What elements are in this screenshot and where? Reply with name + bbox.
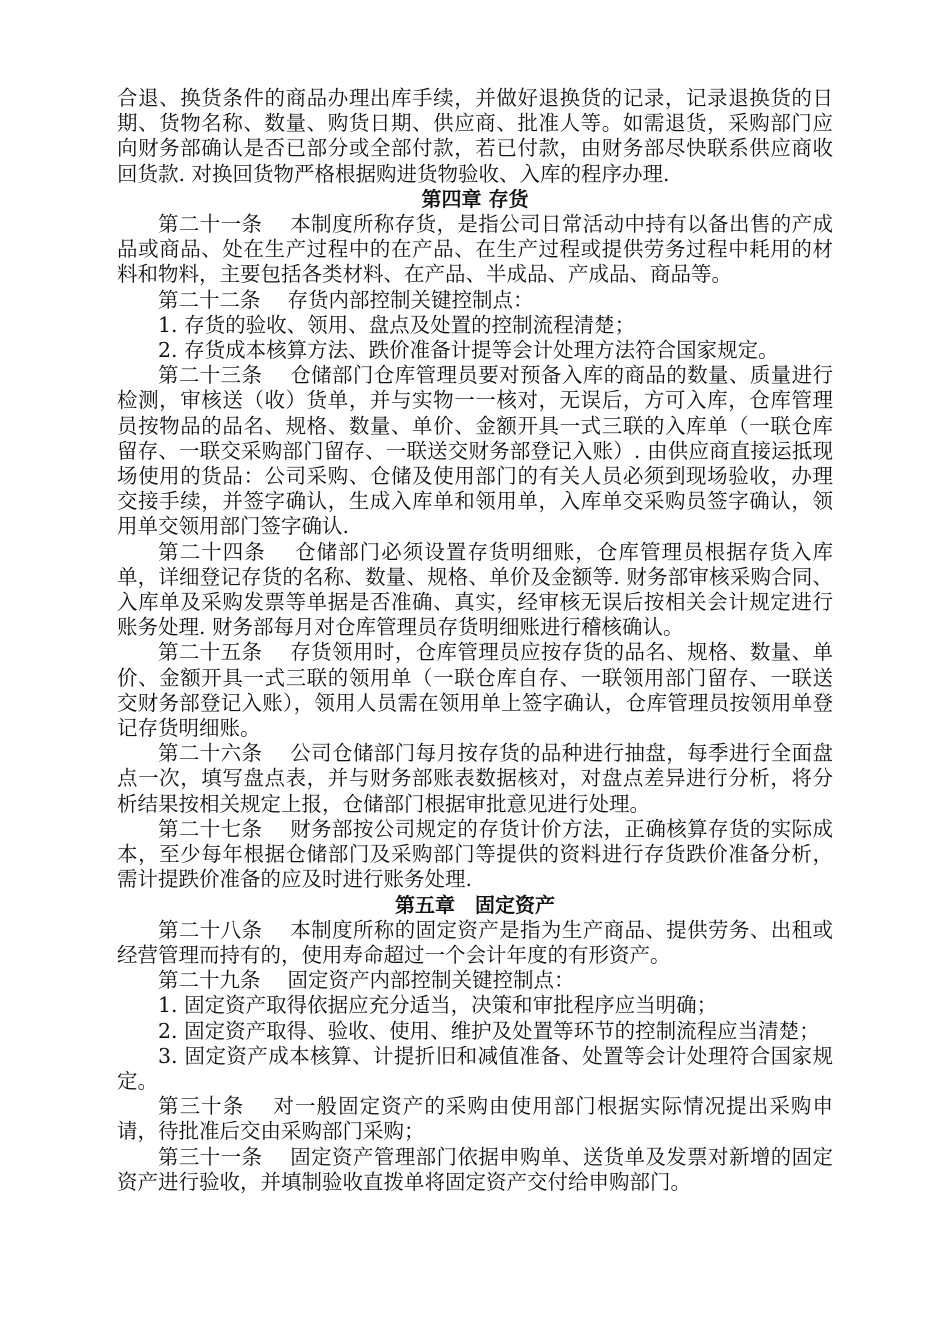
article-22-item-2: 2. 存货成本核算方法、跌价准备计提等会计处理方法符合国家规定。 [158,338,779,363]
article-31: 第三十一条 固定资产管理部门依据申购单、送货单及发票对新增的固定资产进行验收，并填制验收直拨单将固定资产交付给申购部门。 [117,1144,833,1194]
article-22-item-1: 1. 存货的验收、领用、盘点及处置的控制流程清楚； [158,312,636,337]
article-27: 第二十七条 财务部按公司规定的存货计价方法，正确核算存货的实际成本，至少每年根据仓储部门及采购部门等提供的资料进行存货跌价准备分析，需计提跌价准备的应及时进行账务处理. [117,816,833,892]
article-26: 第二十六条 公司仓储部门每月按存货的品种进行抽盘，每季进行全面盘点一次，填写盘点表，并与财务部账表数据核对，对盘点差异进行分析，将分析结果按相关规定上报，仓储部门根据审批意见进行处理。 [117,741,833,816]
article-29-item-2: 2. 固定资产取得、验收、使用、维护及处置等环节的控制流程应当清楚； [158,1018,820,1043]
paragraph-intro: 合退、换货条件的商品办理出库手续，并做好退换货的记录，记录退换货的日期、货物名称、数量、购货日期、供应商、批准人等。如需退货，采购部门应向财务部确认是否已部分或全部付款，若已付款，由财务部尽快联系供应商收回货款. 对换回货物严格根据购进货物验收、入库的程序办理. [117,86,833,186]
chapter-4-heading: 第四章 存货 [421,186,529,211]
article-21: 第二十一条 本制度所称存货，是指公司日常活动中持有以备出售的产成品或商品、处在生产过程中的在产品、在生产过程或提供劳务过程中耗用的材料和物料，主要包括各类材料、在产品、半成品、产成品、商品等。 [117,212,833,287]
chapter-5-heading: 第五章 固定资产 [395,892,555,917]
article-28: 第二十八条 本制度所称的固定资产是指为生产商品、提供劳务、出租或经营管理而持有的，使用寿命超过一个会计年度的有形资产。 [117,917,833,967]
article-23: 第二十三条 仓储部门仓库管理员要对预备入库的商品的数量、质量进行检测，审核送（收）货单，并与实物一一核对，无误后，方可入库，仓库管理员按物品的品名、规格、数量、单价、金额开具一式三联的入库单（一联仓库留存、一联交采购部门留存、一联送交财务部登记入账）. 由供应商直接运抵现场使用的货品：公司采购、仓储及使用部门的有关人员必须到现场验收，办理交接手续，并签字确认，生成入库单和领用单，入库单交采购员签字确认，领用单交领用部门签字确认. [117,363,833,539]
article-24: 第二十四条 仓储部门必须设置存货明细账，仓库管理员根据存货入库单，详细登记存货的名称、数量、规格、单价及金额等. 财务部审核采购合同、入库单及采购发票等单据是否准确、真实，经审核无误后按相关会计规定进行账务处理. 财务部每月对仓库管理员存货明细账进行稽核确认。 [117,539,833,640]
article-29-item-1: 1. 固定资产取得依据应充分适当，决策和审批程序应当明确； [158,993,718,1018]
article-29: 第二十九条 固定资产内部控制关键控制点： [158,968,575,993]
document-page [117,86,833,1195]
article-30: 第三十条 对一般固定资产的采购由使用部门根据实际情况提出采购申请，待批准后交由采购部门采购； [117,1094,833,1144]
article-22: 第二十二条 存货内部控制关键控制点： [158,287,534,312]
article-25: 第二十五条 存货领用时，仓库管理员应按存货的品名、规格、数量、单价、金额开具一式三联的领用单（一联仓库自存、一联领用部门留存、一联送交财务部登记入账），领用人员需在领用单上签字确认，仓库管理员按领用单登记存货明细账。 [117,640,833,741]
article-29-item-3: 3. 固定资产成本核算、计提折旧和减值准备、处置等会计处理符合国家规定。 [117,1043,833,1093]
